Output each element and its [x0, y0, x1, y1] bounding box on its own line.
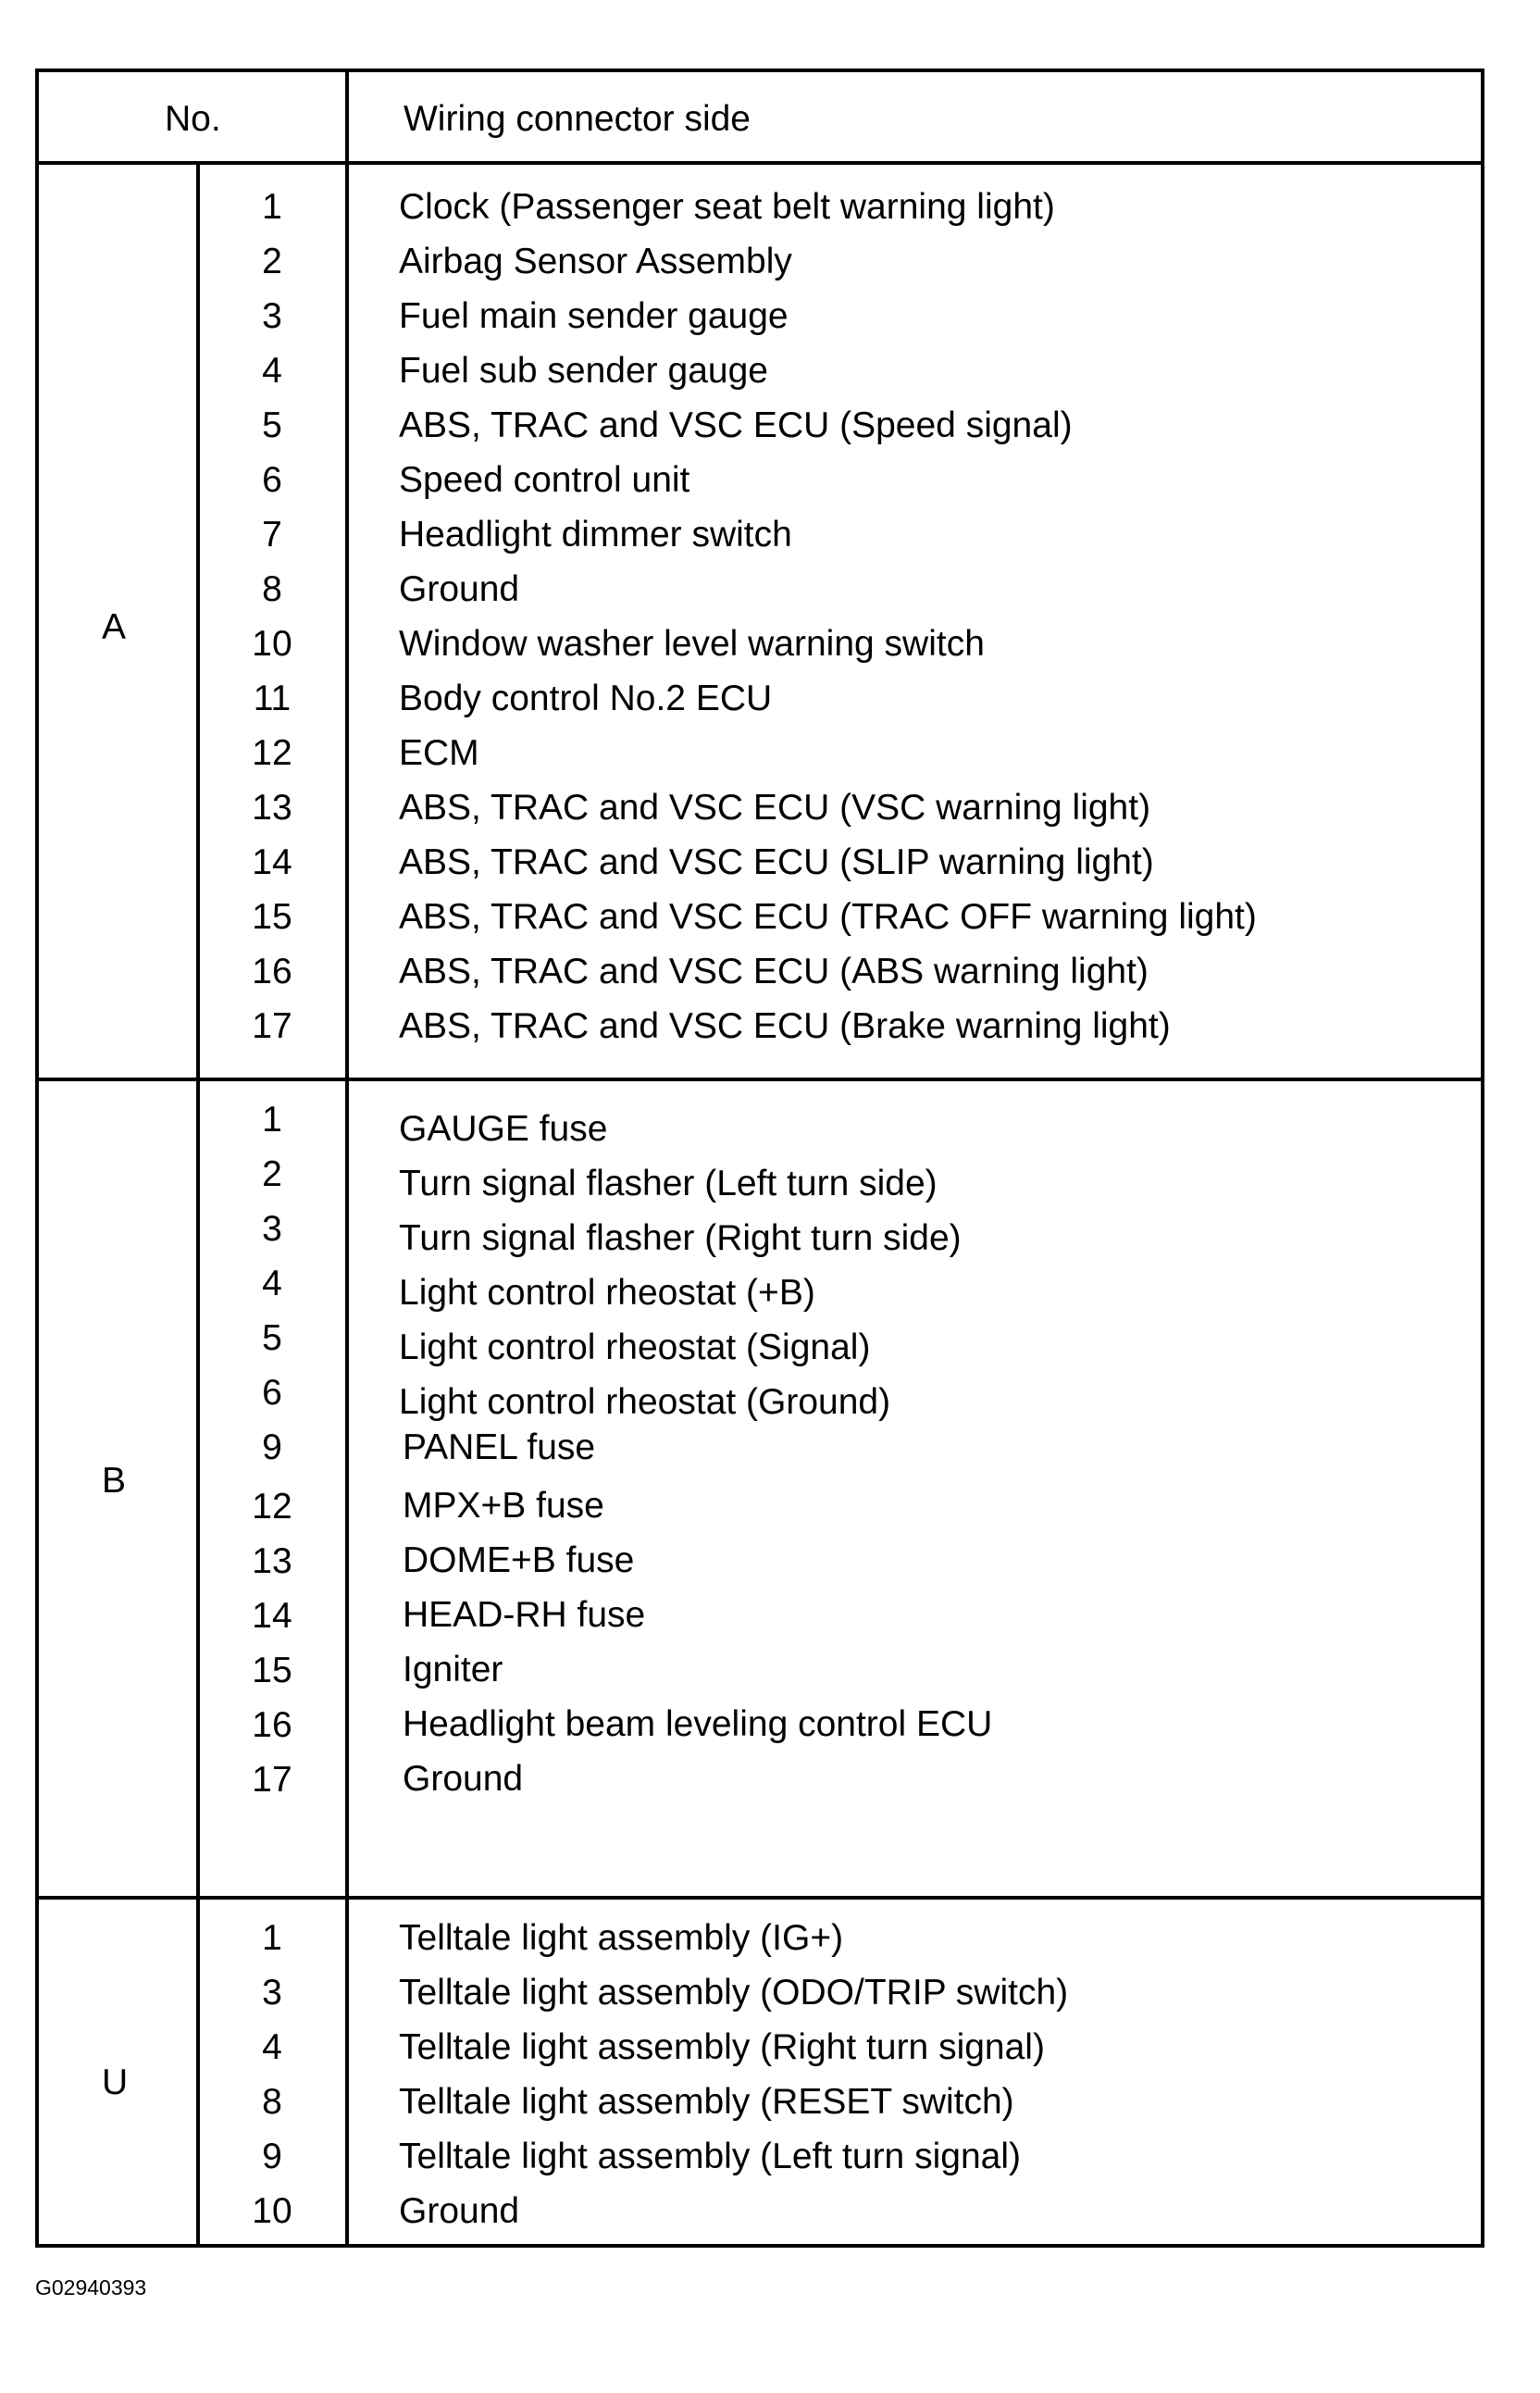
- pin-number: 12: [252, 733, 292, 773]
- pin-number: 7: [262, 515, 282, 555]
- pin-number: 3: [262, 1973, 282, 2013]
- pin-number: 1: [262, 1918, 282, 1958]
- pin-description: ABS, TRAC and VSC ECU (Brake warning light): [399, 1006, 1171, 1046]
- column-divider-main: [345, 72, 349, 2244]
- pin-number: 9: [262, 2137, 282, 2176]
- pin-description: Ground: [399, 2191, 520, 2231]
- section-divider-ab: [39, 1078, 1481, 1081]
- pin-description: Airbag Sensor Assembly: [399, 242, 792, 281]
- pin-number: 17: [252, 1760, 292, 1800]
- pin-description: Turn signal flasher (Right turn side): [399, 1218, 962, 1258]
- pin-number: 3: [262, 1209, 282, 1249]
- pin-number: 5: [262, 1318, 282, 1358]
- pin-description: ECM: [399, 733, 479, 773]
- pin-number: 2: [262, 1154, 282, 1194]
- pin-description: Window washer level warning switch: [399, 624, 985, 664]
- pin-number: 11: [253, 679, 292, 718]
- pin-description: DOME+B fuse: [403, 1540, 635, 1580]
- pin-description: PANEL fuse: [403, 1427, 596, 1467]
- section-divider-bu: [39, 1896, 1481, 1900]
- pin-number: 2: [262, 242, 282, 281]
- pin-number: 8: [262, 569, 282, 609]
- pin-description: Ground: [403, 1759, 524, 1799]
- pin-description: Light control rheostat (Ground): [399, 1382, 891, 1422]
- pin-number: 8: [262, 2082, 282, 2122]
- pin-number: 10: [252, 2191, 292, 2231]
- pin-description: ABS, TRAC and VSC ECU (VSC warning light): [399, 788, 1151, 828]
- pin-number: 4: [262, 351, 282, 391]
- pin-number: 14: [252, 842, 292, 882]
- pin-number: 17: [252, 1006, 292, 1046]
- pin-number: 13: [252, 788, 292, 828]
- pin-number: 1: [262, 1100, 282, 1140]
- connector-u-label: U: [102, 2063, 129, 2102]
- pin-number: 5: [262, 405, 282, 445]
- pin-number: 6: [262, 1373, 282, 1413]
- pin-description: Speed control unit: [399, 460, 690, 500]
- pin-number: 12: [252, 1487, 292, 1527]
- pin-number: 15: [252, 897, 292, 937]
- pin-description: GAUGE fuse: [399, 1109, 608, 1149]
- figure-code: G02940393: [35, 2275, 147, 2300]
- pin-number: 9: [262, 1427, 282, 1467]
- pin-description: Fuel main sender gauge: [399, 296, 789, 336]
- pin-number: 15: [252, 1651, 292, 1690]
- pin-description: Turn signal flasher (Left turn side): [399, 1164, 938, 1203]
- pin-number: 3: [262, 296, 282, 336]
- column-divider-pin: [196, 163, 200, 2244]
- header-divider: [39, 161, 1481, 165]
- pin-description: Telltale light assembly (ODO/TRIP switch): [399, 1973, 1069, 2013]
- connector-b-label: B: [102, 1461, 127, 1501]
- pin-number: 1: [262, 187, 282, 227]
- pin-number: 16: [252, 1705, 292, 1745]
- pin-number: 4: [262, 2027, 282, 2067]
- pin-description: Ground: [399, 569, 520, 609]
- pin-description: Light control rheostat (+B): [399, 1273, 815, 1313]
- pin-number: 4: [262, 1264, 282, 1303]
- pin-description: MPX+B fuse: [403, 1486, 604, 1526]
- pin-description: Body control No.2 ECU: [399, 679, 773, 718]
- pin-description: ABS, TRAC and VSC ECU (SLIP warning light): [399, 842, 1154, 882]
- pin-number: 13: [252, 1541, 292, 1581]
- pin-number: 14: [252, 1596, 292, 1636]
- pin-description: ABS, TRAC and VSC ECU (Speed signal): [399, 405, 1073, 445]
- pin-description: Headlight beam leveling control ECU: [403, 1704, 993, 1744]
- pin-description: Telltale light assembly (RESET switch): [399, 2082, 1014, 2122]
- pin-description: Telltale light assembly (Left turn signal): [399, 2137, 1021, 2176]
- pin-description: HEAD-RH fuse: [403, 1595, 646, 1635]
- pin-description: ABS, TRAC and VSC ECU (TRAC OFF warning light): [399, 897, 1257, 937]
- header-wiring-connector-side: Wiring connector side: [404, 99, 751, 139]
- pin-description: Telltale light assembly (IG+): [399, 1918, 844, 1958]
- pin-description: Light control rheostat (Signal): [399, 1327, 871, 1367]
- header-no: No.: [165, 99, 221, 139]
- pin-number: 6: [262, 460, 282, 500]
- connector-a-label: A: [102, 607, 127, 647]
- pin-description: Telltale light assembly (Right turn signal): [399, 2027, 1045, 2067]
- connector-pin-table: [35, 69, 1484, 2248]
- pin-description: Clock (Passenger seat belt warning light): [399, 187, 1055, 227]
- pin-number: 10: [252, 624, 292, 664]
- pin-description: Headlight dimmer switch: [399, 515, 792, 555]
- pin-description: ABS, TRAC and VSC ECU (ABS warning light): [399, 952, 1149, 991]
- pin-description: Igniter: [403, 1650, 503, 1689]
- pin-description: Fuel sub sender gauge: [399, 351, 768, 391]
- pin-number: 16: [252, 952, 292, 991]
